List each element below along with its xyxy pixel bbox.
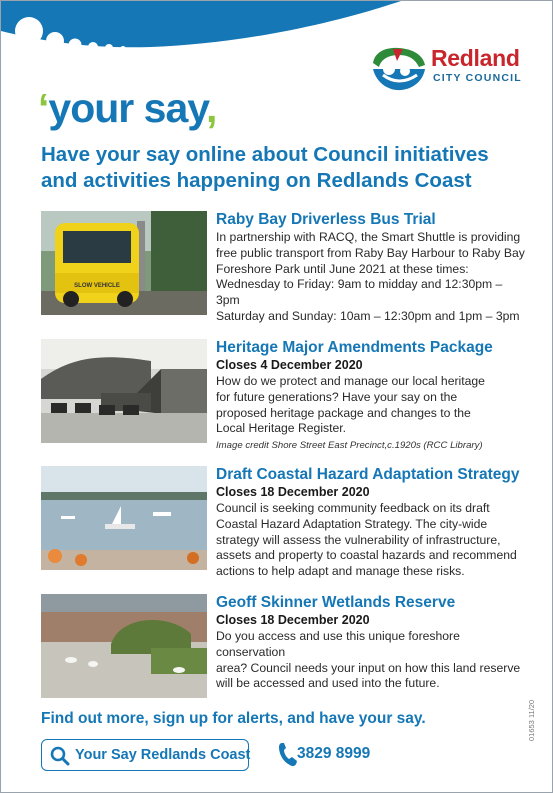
initiative-item[interactable] [41,466,521,579]
item-body: In partnership with RACQ, the Smart Shuttle is providing free public transport from Raby Bay Harbour to Raby Bay Foreshore Park until June 2021 at these times: Wednesday to Friday: 9am to midday and 12:30pm – 3pm Saturday and Sunday: 10am – 12:30pm and 1pm – 3pm [216,230,525,323]
headline-line: Have your say online about Council initiatives [41,143,489,166]
item-body: Council is seeking community feedback on its draft Coastal Hazard Adaptation Strategy. The city-wide strategy will assess the vulnerability of infrastructure, assets and property to coastal hazards and recommend actions to help adapt and manage these risks. [216,501,517,579]
item-body: How do we protect and manage our local heritage for future generations? Have your say on the proposed heritage package and changes to the Local Heritage Register. [216,374,485,436]
bay-boats-photo [41,466,207,570]
initiative-item[interactable] [41,211,525,323]
item-title[interactable]: Raby Bay Driverless Bus Trial [216,211,436,228]
document-code: 01653 11/20 [527,699,536,741]
your-say-word: your say [48,85,207,131]
wetland-birds-photo [41,594,207,698]
item-title[interactable]: Draft Coastal Hazard Adaptation Strategy [216,466,520,483]
image-credit: Image credit Shore Street East Precinct,c.1920s (RCC Library) [216,440,483,452]
page-headline [41,142,521,194]
item-body: Do you access and use this unique foreshore conservation area? Council needs your input on how this land reserve will be accessed and used into the future. [216,629,521,691]
item-title[interactable]: Geoff Skinner Wetlands Reserve [216,594,456,611]
item-title[interactable]: Heritage Major Amendments Package [216,339,493,356]
initiative-item[interactable] [41,594,521,704]
call-to-action: Find out more, sign up for alerts, and have your say. [41,710,426,727]
logo-redland-text: Redland [431,45,520,71]
initiative-item[interactable] [41,339,521,452]
phone-number[interactable]: 3829 8999 [297,745,371,762]
logo-city-council-text: CITY COUNCIL [433,72,522,84]
closing-date: Closes 18 December 2020 [216,613,370,627]
your-say-search-button[interactable] [41,739,249,771]
historic-street-photo [41,339,207,443]
driverless-bus-photo [41,211,207,315]
search-label: Your Say Redlands Coast [75,747,251,763]
search-icon [50,746,70,766]
quote-mark-icon: , [206,85,217,131]
quote-mark-icon: ‘ [38,85,49,131]
your-say-wordmark [38,85,216,132]
closing-date: Closes 18 December 2020 [216,485,370,499]
headline-line: and activities happening on Redlands Coast [41,169,472,192]
bus-plate-text: SLOW VEHICLE [74,283,120,289]
phone-icon [278,741,298,767]
closing-date: Closes 4 December 2020 [216,358,363,372]
